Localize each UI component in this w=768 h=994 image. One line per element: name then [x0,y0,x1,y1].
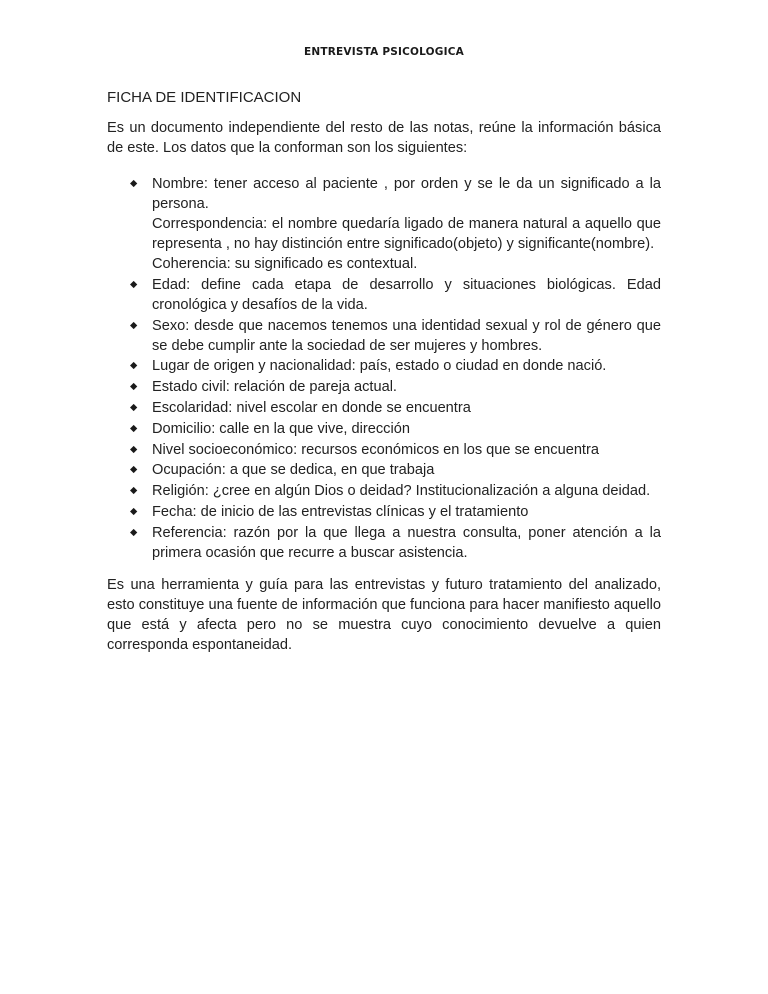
diamond-bullet-icon: ◆ [130,360,138,372]
diamond-bullet-icon: ◆ [130,526,138,538]
list-item [107,419,661,439]
list-item-text: Sexo: desde que nacemos tenemos una identidad sexual y rol de género que se debe cumplir ante la sociedad de ser mujeres y hombres. [152,317,661,354]
list-item-text: Escolaridad: nivel escolar en donde se encuentra [152,399,471,416]
list-item-text: Referencia: razón por la que llega a nuestra consulta, poner atención a la primera ocasión que recurre a buscar asistencia. [152,524,661,561]
list-item-text: Nivel socioeconómico: recursos económicos en los que se encuentra [152,441,599,458]
list-item [107,398,661,418]
diamond-bullet-icon: ◆ [130,505,138,517]
diamond-bullet-icon: ◆ [130,422,138,434]
list-item-text: Fecha: de inicio de las entrevistas clínicas y el tratamiento [152,503,529,520]
list-item-text: Nombre: tener acceso al paciente , por orden y se le da un significado a la persona. [152,176,661,212]
list-item [107,377,661,397]
document-title: ENTREVISTA PSICOLOGICA [304,46,464,58]
diamond-bullet-icon: ◆ [130,443,138,455]
list-item-text: Lugar de origen y nacionalidad: país, estado o ciudad en donde nació. [152,358,607,375]
diamond-bullet-icon: ◆ [130,278,138,290]
list-item [107,316,661,356]
identification-fields-list [107,174,661,563]
closing-paragraph: Es una herramienta y guía para las entrevistas y futuro tratamiento del analizado, esto constituye una fuente de información que funciona para hacer manifiesto aquello que está y afecta pero no se muestra cuyo conocimiento devuelve a quien corresponda espontaneidad. [107,576,661,653]
list-item [107,481,661,501]
list-item [107,275,661,315]
document-body [107,88,661,655]
list-item [107,460,661,480]
list-item [107,523,661,563]
diamond-bullet-icon: ◆ [130,319,138,331]
section-heading: FICHA DE IDENTIFICACION [107,89,302,106]
intro-paragraph: Es un documento independiente del resto de las notas, reúne la información básica de este. Los datos que la conforman son los siguientes: [107,120,661,156]
list-item-text: Coherencia: su significado es contextual. [152,256,418,272]
list-item [107,356,661,376]
list-item [107,174,661,274]
list-item-text: Ocupación: a que se dedica, en que trabaja [152,462,435,479]
list-item [107,440,661,460]
diamond-bullet-icon: ◆ [130,381,138,393]
diamond-bullet-icon: ◆ [130,485,138,497]
list-item-text: Correspondencia: el nombre quedaría ligado de manera natural a aquello que representa , no hay distinción entre significado(objeto) y significante(nombre). [152,216,661,252]
list-item-text: Estado civil: relación de pareja actual. [152,379,397,396]
diamond-bullet-icon: ◆ [130,464,138,476]
list-item-text: Religión: ¿cree en algún Dios o deidad? Institucionalización a alguna deidad. [152,483,651,500]
diamond-bullet-icon: ◆ [130,178,138,189]
list-item [107,502,661,522]
list-item-text: Domicilio: calle en la que vive, dirección [152,420,410,437]
list-item-text: Edad: define cada etapa de desarrollo y situaciones biológicas. Edad cronológica y desafíos de la vida. [152,276,661,313]
diamond-bullet-icon: ◆ [130,401,138,413]
